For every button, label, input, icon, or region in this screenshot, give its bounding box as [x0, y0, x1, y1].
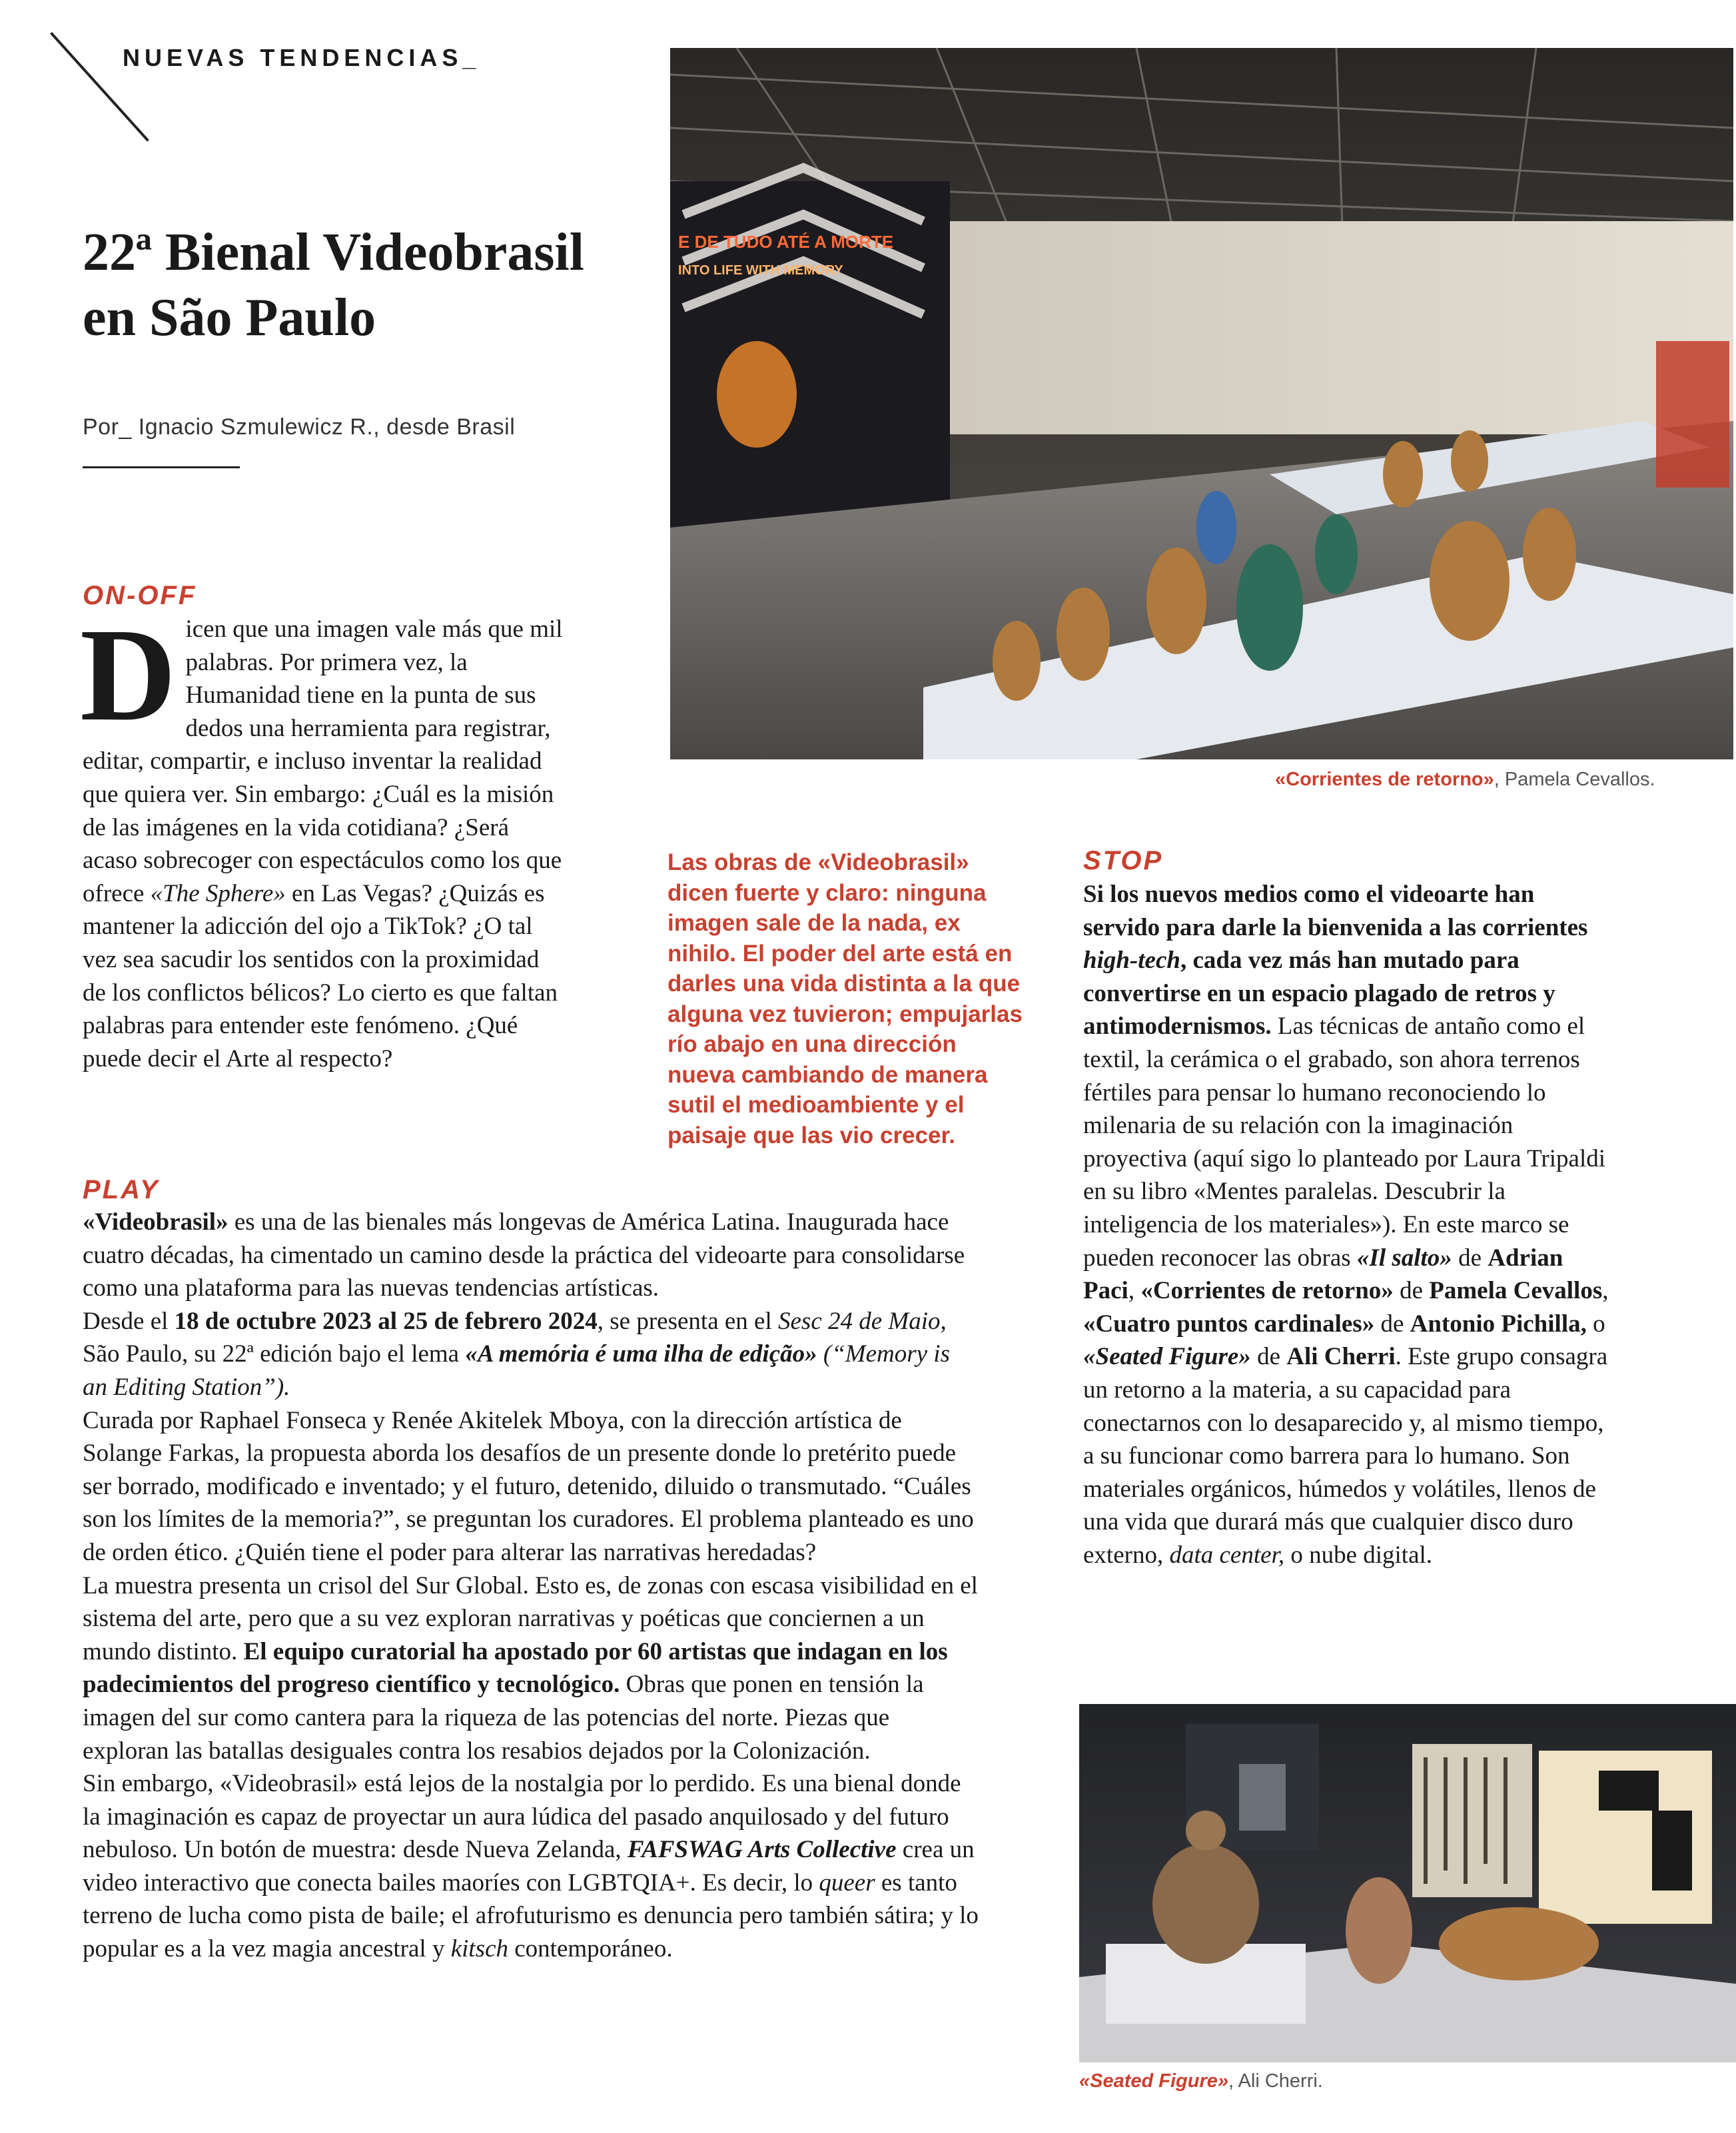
play-p4-bold: El equipo curatorial ha apostado por 60 artistas que indagan en los padecimientos del progreso científico y tecnológico. [83, 1637, 948, 1699]
title-line-2: en São Paulo [83, 288, 376, 347]
play-p5-a: Sin embargo, «Videobrasil» está lejos de la nostalgia por lo perdido. Es una bienal donde la imaginación es capaz de proyectar un aura lúdica del pasado anquilosado y del futuro nebuloso. Un botón de muestra: desde Nueva Zelanda, [83, 1770, 961, 1864]
play-p4-b: Obras que ponen en tensión la imagen del sur como cantera para la riqueza de las potencias del norte. Piezas que exploran las batallas desiguales contra los resabios dejados por la Colonización. [83, 1671, 924, 1765]
title-line-1: 22ª Bienal Videobrasil [83, 223, 584, 282]
play-p5-d: contemporáneo. [508, 1935, 673, 1963]
stop-text-5: , [1602, 1277, 1609, 1305]
caption-top-title: «Corrientes de retorno» [1275, 769, 1494, 790]
play-paragraph-1 [83, 1206, 979, 1305]
play-paragraph-5 [83, 1767, 979, 1966]
play-p1-text: es una de las bienales más longevas de América Latina. Inaugurada hace cuatro décadas, ha cimentado un camino desde la práctica del videoarte para consolidarse como una plataforma para las nuevas tendencias artísticas. [83, 1208, 965, 1302]
play-p4-a: La muestra presenta un crisol del Sur Global. Esto es, de zonas con escasa visibilidad en el sistema del arte, pero que a su vez exploran narrativas y poéticas que conciernen a un mundo distinto. [83, 1571, 978, 1665]
heading-play: PLAY [83, 1175, 160, 1204]
work-corrientes: «Corrientes de retorno» [1140, 1277, 1394, 1305]
stop-lead-b: , cada vez más han mutado para convertirse en un espacio plagado de retros y antimodernismos. [1083, 947, 1555, 1041]
byline: Por_ Ignacio Szmulewicz R., desde Brasil [83, 414, 516, 440]
stop-text-6: de [1374, 1310, 1410, 1338]
caption-top-artist: , Pamela Cevallos. [1494, 769, 1655, 790]
heading-on-off: ON-OFF [83, 581, 197, 610]
play-p2-c: São Paulo, su 22ª edición bajo el lema [83, 1340, 466, 1368]
caption-bottom-artist: , Ali Cherri. [1228, 2070, 1323, 2092]
neon-text-1: E DE TUDO ATÉ A MORTE [678, 232, 894, 252]
stop-text-7: o [1586, 1310, 1605, 1338]
play-p2-b: , se presenta en el [597, 1307, 778, 1335]
stop-text-11: o nube digital. [1284, 1541, 1433, 1569]
stop-text-4: de [1393, 1277, 1430, 1305]
caption-bottom-title: «Seated Figure» [1079, 2070, 1229, 2092]
play-p5-c: es tanto terreno de lucha como pista de baile; el afrofuturismo es denuncia pero también sátira; y lo popular es a la vez magia ancestral y [83, 1869, 979, 1963]
artist-ali-cherri: Ali Cherri [1286, 1343, 1396, 1371]
on-off-text-part-3: en Las Vegas? ¿Quizás es mantener la adicción del ojo a TikTok? ¿O tal vez sea sacudir los sentidos con la proximidad de los conflictos bélicos? Lo cierto es que faltan palabras para entender este fenómeno. ¿Qué puede decir el Arte al respecto? [83, 879, 558, 1072]
fafswag-collective: FAFSWAG Arts Collective [627, 1836, 897, 1864]
stop-lead-high-tech: high-tech [1083, 947, 1180, 975]
play-motto-translation: (“Memory is an Editing Station”). [83, 1340, 950, 1401]
byline-rule [83, 466, 240, 468]
work-cuatro-puntos: «Cuatro puntos cardinales» [1083, 1310, 1375, 1338]
play-paragraph-4 [83, 1569, 979, 1768]
stop-text [1083, 878, 1611, 1571]
drop-cap: D [80, 602, 177, 749]
play-p5-b: crea un video interactivo que conecta bailes maoríes con LGBTQIA+. Es decir, lo [83, 1836, 975, 1897]
photo-corrientes-de-retorno [670, 48, 1733, 759]
stop-text-1: Las técnicas de antaño como el textil, la cerámica o el grabado, son ahora terrenos fértiles para pensar lo humano reconociendo lo milenaria de su relación con la imaginación proyectiva (aquí sigo lo planteado por Laura Tripaldi en su libro «Mentes paralelas. Descubrir la inteligencia de los materiales»). En este marco se pueden reconocer las obras [1083, 1013, 1606, 1272]
stop-text-8: de [1250, 1343, 1287, 1371]
photo-seated-figure [1079, 1704, 1736, 2062]
caption-top-photo [1275, 769, 1655, 791]
play-paragraph-2 [83, 1305, 979, 1404]
play-dates: 18 de octubre 2023 al 25 de febrero 2024 [174, 1307, 598, 1335]
on-off-the-sphere: «The Sphere» [150, 879, 286, 907]
videobrasil-bold: «Videobrasil» [83, 1208, 228, 1236]
play-paragraph-3: Curada por Raphael Fonseca y Renée Akitelek Mboya, con la dirección artística de Solange Farkas, la propuesta aborda los desafíos de un presente donde lo pretérito puede ser borrado, modificado e inventado; y el futuro, detenido, diluido o transmutado. “Cuáles son los límites de la memoria?”, se preguntan los curadores. El problema planteado es uno de orden ético. ¿Quién tiene el poder para alterar las narrativas heredadas? [83, 1406, 974, 1566]
exhibition-photo-illustration [670, 48, 1733, 759]
play-queer: queer [819, 1869, 875, 1897]
play-venue: Sesc 24 de Maio, [778, 1307, 947, 1335]
stop-text-3: , [1128, 1277, 1141, 1305]
play-kitsch: kitsch [450, 1935, 508, 1963]
pull-quote: Las obras de «Videobrasil» dicen fuerte y claro: ninguna imagen sale de la nada, ex nihilo. El poder del arte está en darles una vida distinta a la que alguna vez tuvieron; empujarlas río abajo en una dirección nueva cambiando de manera sutil el medioambiente y el paisaje que las vio crecer. [667, 849, 1023, 1148]
section-tag: NUEVAS TENDENCIAS_ [123, 44, 481, 71]
artist-adrian-paci: Adrian Paci [1083, 1244, 1563, 1305]
stop-text-9: . Este grupo consagra un retorno a la materia, a su capacidad para conectarnos con lo desaparecido y, al mismo tiempo, a su funcionar como barrera para lo humano. Son materiales orgánicos, húmedos y volátiles, llenos de una vida que durará más que cualquier disco duro externo, [1083, 1343, 1608, 1569]
on-off-text-part-1: icen que una imagen vale más que mil palabras. Por primera vez, la Humanidad tiene en la punta de sus dedos una herramienta para registrar, editar, compartir, e incluso inventar la realidad que quiera ver. Sin embargo: ¿Cuál es la misión de las imágenes en la vida cotidiana? ¿Será acaso sobrecoger con espectáculos como los que ofrece [83, 616, 563, 907]
stop-lead-a: Si los nuevos medios como el videoarte han servido para darle la bienvenida a las corrientes [1083, 881, 1588, 941]
work-il-salto: «Il salto» [1356, 1244, 1452, 1272]
heading-stop: STOP [1083, 846, 1164, 875]
caption-bottom-photo [1079, 2070, 1323, 2092]
artist-pamela-cevallos: Pamela Cevallos [1429, 1277, 1603, 1305]
play-text [83, 1206, 979, 1966]
stop-data-center: data center, [1169, 1541, 1285, 1569]
play-motto: «A memória é uma ilha de edição» [465, 1340, 817, 1368]
article-title [83, 220, 655, 350]
stop-text-2: de [1452, 1244, 1488, 1272]
neon-text-2: INTO LIFE WITH MEMORY [678, 263, 843, 278]
work-seated-figure: «Seated Figure» [1083, 1343, 1251, 1371]
on-off-text [80, 602, 568, 1075]
seated-figure-photo-illustration [1079, 1704, 1736, 2062]
artist-antonio-pichilla: Antonio Pichilla, [1410, 1310, 1587, 1338]
play-p2-a: Desde el [83, 1307, 175, 1335]
